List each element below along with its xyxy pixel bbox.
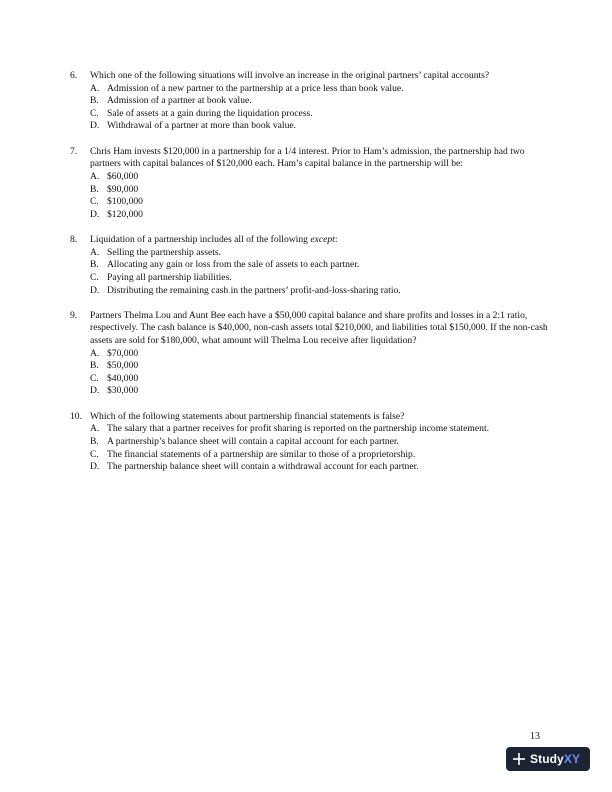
option-d [90, 120, 550, 133]
option-letter: A. [90, 82, 100, 94]
option-letter: D. [90, 120, 100, 132]
option-letter: A. [90, 246, 100, 258]
option-text: Selling the partnership assets. [107, 246, 222, 258]
option-letter: D. [90, 461, 100, 473]
option-letter: C. [90, 271, 99, 283]
option-letter: B. [90, 436, 99, 448]
question-7 [70, 146, 550, 222]
studyxy-logo [506, 747, 590, 771]
option-letter: D. [90, 385, 100, 397]
option-text: $50,000 [107, 360, 139, 372]
option-text: $90,000 [107, 183, 139, 195]
option-text: The salary that a partner receives for profit sharing is reported on the partnership income statement. [107, 423, 490, 435]
question-number: 10. [70, 410, 82, 422]
page-number: 13 [530, 731, 540, 742]
logo-text [530, 752, 580, 766]
option-text: Sale of assets at a gain during the liquidation process. [107, 107, 313, 119]
option-text: Distributing the remaining cash in the partners’ profit-and-loss-sharing ratio. [107, 284, 401, 296]
question-number: 6. [70, 70, 78, 81]
option-letter: C. [90, 372, 99, 384]
option-text: The financial statements of a partnership are similar to those of a proprietorship. [107, 448, 416, 460]
option-c [90, 108, 550, 121]
plus-icon [512, 752, 526, 766]
question-number: 9. [70, 309, 78, 321]
option-a [90, 171, 550, 184]
option-letter: C. [90, 107, 99, 119]
option-b [90, 436, 550, 449]
option-text: Admission of a new partner to the partnership at a price less than book value. [107, 82, 404, 94]
question-text: Which of the following statements about partnership financial statements is false? [90, 410, 405, 422]
logo-text-accent: XY [563, 752, 581, 766]
question-text: Which one of the following situations will involve an increase in the original partners’ capital accounts? [90, 70, 490, 81]
option-d [90, 461, 550, 474]
option-b [90, 360, 550, 373]
question-text-after: : [334, 234, 338, 246]
option-text: Paying all partnership liabilities. [107, 271, 232, 283]
option-letter: D. [90, 208, 100, 220]
question-9 [70, 310, 550, 398]
option-a [90, 423, 550, 436]
option-d [90, 285, 550, 298]
option-text: A partnership’s balance sheet will contain a capital account for each partner. [107, 436, 399, 448]
option-letter: C. [90, 196, 99, 208]
option-c [90, 196, 550, 209]
option-c [90, 272, 550, 285]
question-list [70, 70, 550, 487]
question-text-before: Liquidation of a partnership includes all of the following [90, 234, 311, 246]
option-text: $40,000 [107, 372, 139, 384]
option-d [90, 385, 550, 398]
logo-text-main: Study [530, 752, 564, 766]
option-text: $100,000 [107, 196, 143, 208]
option-list [90, 247, 550, 297]
option-c [90, 449, 550, 462]
question-text-emphasis: except [310, 234, 335, 246]
option-letter: A. [90, 347, 100, 359]
option-a [90, 247, 550, 260]
option-letter: B. [90, 183, 99, 195]
option-text: $70,000 [107, 347, 139, 359]
option-list [90, 83, 550, 133]
question-6 [70, 70, 550, 133]
option-b [90, 95, 550, 108]
option-text: $120,000 [107, 208, 143, 220]
question-number: 7. [70, 145, 78, 157]
option-text: The partnership balance sheet will contain a withdrawal account for each partner. [107, 461, 419, 473]
option-d [90, 209, 550, 222]
question-number: 8. [70, 234, 78, 246]
question-text: Chris Ham invests $120,000 in a partnership for a 1/4 interest. Prior to Ham’s admission, the partnership had two partners with capital balances of $120,000 each. Ham’s capital balance in the partnership will be: [90, 145, 525, 170]
option-b [90, 184, 550, 197]
option-a [90, 83, 550, 96]
option-b [90, 259, 550, 272]
option-letter: C. [90, 448, 99, 460]
option-text: $60,000 [107, 170, 139, 182]
option-c [90, 373, 550, 386]
option-text: $30,000 [107, 385, 139, 397]
option-text: Withdrawal of a partner at more than book value. [107, 120, 297, 132]
option-letter: B. [90, 95, 99, 107]
option-letter: A. [90, 423, 100, 435]
option-a [90, 348, 550, 361]
option-list [90, 423, 550, 473]
option-text: Admission of a partner at book value. [107, 95, 252, 107]
option-text: Allocating any gain or loss from the sale of assets to each partner. [107, 259, 360, 271]
question-text [90, 234, 550, 247]
question-8 [70, 234, 550, 297]
question-text: Partners Thelma Lou and Aunt Bee each have a $50,000 capital balance and share profits and losses in a 2:1 ratio, respectively. The cash balance is $40,000, non-cash assets total $210,000, and liabilities total $150,000. If the non-cash assets are sold for $180,000, what amount will Thelma Lou receive after liquidation? [90, 309, 548, 347]
question-10 [70, 411, 550, 474]
option-letter: D. [90, 284, 100, 296]
option-letter: A. [90, 170, 100, 182]
option-letter: B. [90, 259, 99, 271]
option-list [90, 348, 550, 398]
option-list [90, 171, 550, 221]
option-letter: B. [90, 360, 99, 372]
